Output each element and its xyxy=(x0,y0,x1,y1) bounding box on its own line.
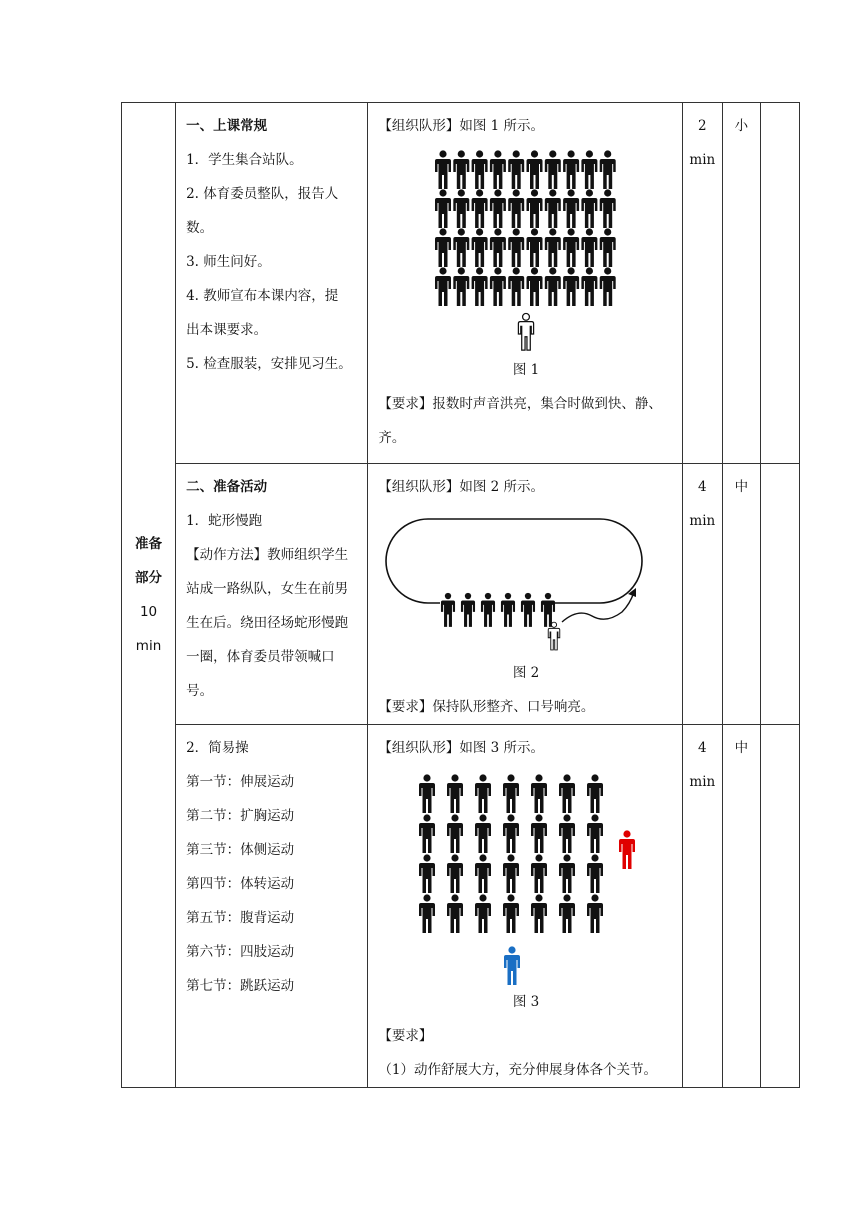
content-line: 一圈，体育委员带领喊口 xyxy=(186,649,335,665)
person-silhouette-icon xyxy=(503,814,519,853)
person-silhouette-icon xyxy=(503,774,519,813)
person-silhouette-icon xyxy=(600,267,616,306)
requirement-line: 【要求】保持队形整齐、口号响亮。 xyxy=(378,699,595,715)
intensity-cell xyxy=(722,725,760,1088)
person-silhouette-icon xyxy=(563,267,579,306)
content-line: 第六节：四肢运动 xyxy=(186,944,295,960)
organization-intro: 【组织队形】如图 2 所示。 xyxy=(378,479,545,495)
person-silhouette-icon xyxy=(447,814,463,853)
requirement-line: 齐。 xyxy=(378,430,406,446)
person-silhouette-icon xyxy=(531,814,547,853)
time-cell xyxy=(682,725,722,1088)
content-line: 5. 检查服装，安排见习生。 xyxy=(186,356,352,372)
person-silhouette-icon xyxy=(582,228,598,267)
person-silhouette-icon xyxy=(559,774,575,813)
person-silhouette-icon xyxy=(475,894,491,933)
content-line: 1．学生集合站队。 xyxy=(186,152,303,168)
table-row xyxy=(122,464,800,725)
content-line: 4. 教师宣布本课内容，提 xyxy=(186,288,339,304)
requirement-line: 【要求】 xyxy=(378,1028,433,1044)
time-value: 4 xyxy=(698,740,707,756)
person-silhouette-icon xyxy=(527,267,543,306)
intensity-value: 中 xyxy=(734,479,749,495)
organization-cell xyxy=(368,464,682,725)
person-silhouette-icon xyxy=(545,228,561,267)
person-silhouette-icon xyxy=(461,593,475,627)
person-silhouette-icon xyxy=(600,150,616,189)
person-silhouette-icon xyxy=(475,814,491,853)
content-line: 数。 xyxy=(186,220,214,236)
person-silhouette-icon xyxy=(419,894,435,933)
person-silhouette-icon xyxy=(503,894,519,933)
formation-figure-2 xyxy=(378,504,674,656)
time-unit: min xyxy=(689,152,716,168)
time-cell xyxy=(682,103,722,464)
content-line: 站成一路纵队，女生在前男 xyxy=(186,581,349,597)
content-line: 2. 体育委员整队，报告人 xyxy=(186,186,339,202)
person-silhouette-icon xyxy=(503,854,519,893)
person-silhouette-icon xyxy=(435,150,451,189)
content-cell xyxy=(176,103,368,464)
person-silhouette-icon xyxy=(582,267,598,306)
intensity-value: 中 xyxy=(734,740,749,756)
content-line: 2．简易操 xyxy=(186,740,249,756)
phase-duration-number: 10 xyxy=(139,604,158,620)
person-silhouette-icon xyxy=(509,150,525,189)
content-line: 第二节：扩胸运动 xyxy=(186,808,295,824)
person-silhouette-icon xyxy=(447,854,463,893)
time-unit: min xyxy=(689,774,716,790)
phase-name-line2: 部分 xyxy=(135,570,163,586)
person-silhouette-icon xyxy=(447,774,463,813)
person-silhouette-icon xyxy=(559,894,575,933)
person-silhouette-icon xyxy=(582,150,598,189)
person-silhouette-icon xyxy=(454,150,470,189)
person-silhouette-icon xyxy=(531,854,547,893)
person-silhouette-icon xyxy=(419,774,435,813)
person-silhouette-icon xyxy=(441,593,455,627)
organization-cell xyxy=(368,725,682,1088)
content-line: 号。 xyxy=(186,683,214,699)
person-silhouette-icon xyxy=(481,593,495,627)
person-silhouette-icon xyxy=(559,814,575,853)
person-silhouette-icon xyxy=(587,854,603,893)
person-silhouette-icon xyxy=(563,150,579,189)
person-silhouette-icon xyxy=(600,189,616,228)
person-outline-icon xyxy=(519,313,534,350)
person-silhouette-icon xyxy=(527,150,543,189)
person-silhouette-icon xyxy=(472,150,488,189)
content-line: 第七节：跳跃运动 xyxy=(186,978,295,994)
requirement-line: 【要求】报数时声音洪亮，集合时做到快、静、 xyxy=(378,396,662,412)
person-silhouette-icon xyxy=(545,189,561,228)
empty-cell xyxy=(760,464,799,725)
person-silhouette-icon xyxy=(509,189,525,228)
intensity-cell xyxy=(722,464,760,725)
person-silhouette-icon xyxy=(475,774,491,813)
figure-caption: 图 1 xyxy=(512,362,540,378)
organization-cell xyxy=(368,103,682,464)
person-silhouette-icon xyxy=(419,854,435,893)
person-silhouette-icon xyxy=(531,774,547,813)
person-silhouette-icon xyxy=(563,228,579,267)
content-line: 出本课要求。 xyxy=(186,322,268,338)
person-silhouette-icon xyxy=(587,774,603,813)
blue-person-icon xyxy=(504,946,520,985)
phase-name-line1: 准备 xyxy=(135,536,163,552)
person-silhouette-icon xyxy=(472,267,488,306)
person-silhouette-icon xyxy=(527,189,543,228)
person-silhouette-icon xyxy=(531,894,547,933)
intensity-value: 小 xyxy=(734,118,749,134)
time-unit: min xyxy=(689,513,716,529)
content-cell xyxy=(176,464,368,725)
section-heading: 一、上课常规 xyxy=(186,118,268,134)
person-silhouette-icon xyxy=(419,814,435,853)
figure-caption: 图 2 xyxy=(512,665,540,681)
empty-cell xyxy=(760,725,799,1088)
person-silhouette-icon xyxy=(490,150,506,189)
content-line: 3. 师生问好。 xyxy=(186,254,271,270)
person-silhouette-icon xyxy=(472,228,488,267)
phase-duration-unit: min xyxy=(135,638,162,654)
section-heading: 二、准备活动 xyxy=(186,479,268,495)
time-value: 4 xyxy=(698,479,707,495)
person-silhouette-icon xyxy=(475,854,491,893)
person-silhouette-icon xyxy=(527,228,543,267)
content-line: 生在后。绕田径场蛇形慢跑 xyxy=(186,615,349,631)
person-silhouette-icon xyxy=(582,189,598,228)
person-silhouette-icon xyxy=(509,267,525,306)
person-silhouette-icon xyxy=(545,150,561,189)
person-silhouette-icon xyxy=(559,854,575,893)
person-silhouette-icon xyxy=(490,228,506,267)
person-silhouette-icon xyxy=(587,814,603,853)
phase-cell xyxy=(122,103,176,1088)
organization-intro: 【组织队形】如图 1 所示。 xyxy=(378,118,545,134)
content-line: 第三节：体侧运动 xyxy=(186,842,295,858)
person-silhouette-icon xyxy=(521,593,535,627)
intensity-cell xyxy=(722,103,760,464)
person-silhouette-icon xyxy=(435,228,451,267)
person-silhouette-icon xyxy=(447,894,463,933)
empty-cell xyxy=(760,103,799,464)
lesson-plan-table xyxy=(121,102,800,1088)
person-silhouette-icon xyxy=(509,228,525,267)
person-silhouette-icon xyxy=(490,189,506,228)
person-silhouette-icon xyxy=(563,189,579,228)
person-silhouette-icon xyxy=(541,593,555,627)
time-value: 2 xyxy=(698,118,707,134)
person-silhouette-icon xyxy=(587,894,603,933)
time-cell xyxy=(682,464,722,725)
person-silhouette-icon xyxy=(490,267,506,306)
person-silhouette-icon xyxy=(600,228,616,267)
requirement-line: （1）动作舒展大方，充分伸展身体各个关节。 xyxy=(378,1062,657,1078)
table-row xyxy=(122,103,800,464)
content-cell xyxy=(176,725,368,1088)
figure-caption: 图 3 xyxy=(512,994,540,1010)
running-track-outline xyxy=(386,519,642,603)
person-silhouette-icon xyxy=(454,228,470,267)
formation-figure-3 xyxy=(378,765,674,985)
person-silhouette-icon xyxy=(435,189,451,228)
person-silhouette-icon xyxy=(545,267,561,306)
content-line: 第一节：伸展运动 xyxy=(186,774,295,790)
content-line: 第五节：腹背运动 xyxy=(186,910,295,926)
content-line: 第四节：体转运动 xyxy=(186,876,295,892)
content-line: 【动作方法】教师组织学生 xyxy=(186,547,349,563)
content-line: 1．蛇形慢跑 xyxy=(186,513,263,529)
red-person-icon xyxy=(619,830,635,869)
formation-figure-1 xyxy=(378,143,674,353)
table-row xyxy=(122,725,800,1088)
person-silhouette-icon xyxy=(454,189,470,228)
organization-intro: 【组织队形】如图 3 所示。 xyxy=(378,740,545,756)
person-silhouette-icon xyxy=(472,189,488,228)
person-silhouette-icon xyxy=(454,267,470,306)
person-silhouette-icon xyxy=(435,267,451,306)
person-silhouette-icon xyxy=(501,593,515,627)
